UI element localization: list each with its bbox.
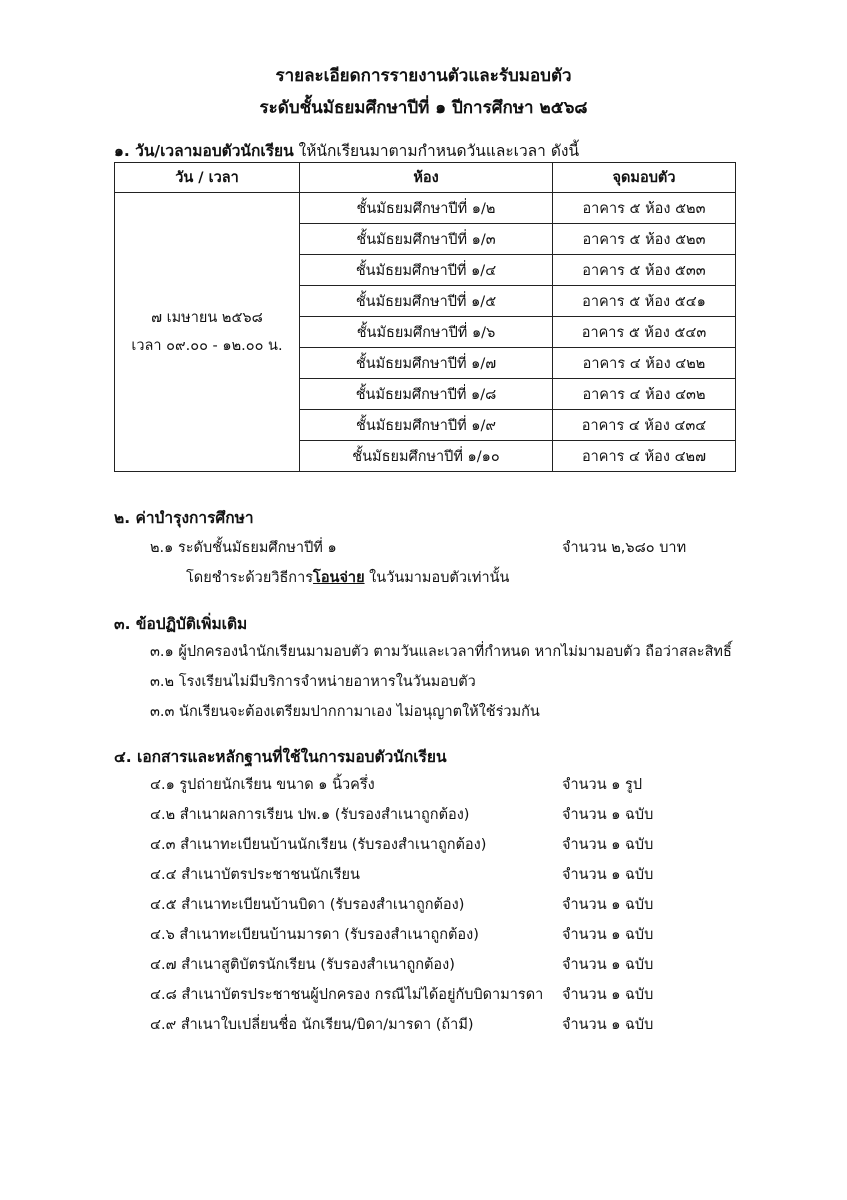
document-item: ๔.๙ สำเนาใบเปลี่ยนชื่อ นักเรียน/บิดา/มารดา (ถ้ามี) [150, 1017, 474, 1033]
room-cell: ชั้นมัธยมศึกษาปีที่ ๑/๗ [300, 348, 553, 379]
document-amount: จำนวน ๑ ฉบับ [562, 807, 654, 823]
document-amount: จำนวน ๑ ฉบับ [562, 897, 654, 913]
room-cell: ชั้นมัธยมศึกษาปีที่ ๑/๒ [300, 193, 553, 224]
point-cell: อาคาร ๕ ห้อง ๕๓๓ [553, 255, 736, 286]
fee-amount: จำนวน ๒,๖๘๐ บาท [562, 540, 687, 556]
section1-heading-bold: ๑. วัน/เวลามอบตัวนักเรียน [114, 142, 294, 160]
section1-heading-rest: ให้นักเรียนมาตามกำหนดวันและเวลา ดังนี้ [293, 142, 580, 160]
table-header-row [115, 163, 736, 193]
point-cell: อาคาร ๕ ห้อง ๕๒๓ [553, 193, 736, 224]
time-text: เวลา ๐๙.๐๐ - ๑๒.๐๐ น. [131, 338, 283, 354]
room-cell: ชั้นมัธยมศึกษาปีที่ ๑/๓ [300, 224, 553, 255]
fee-item: ๒.๑ ระดับชั้นมัธยมศึกษาปีที่ ๑ [150, 540, 337, 556]
point-cell: อาคาร ๕ ห้อง ๕๔๑ [553, 286, 736, 317]
point-cell: อาคาร ๔ ห้อง ๔๓๒ [553, 379, 736, 410]
point-cell: อาคาร ๔ ห้อง ๔๓๔ [553, 410, 736, 441]
col-header-room: ห้อง [300, 163, 553, 193]
section4-heading: ๔. เอกสารและหลักฐานที่ใช้ในการมอบตัวนักเรียน [114, 748, 447, 766]
fee-note-post: ในวันมามอบตัวเท่านั้น [364, 570, 510, 586]
room-cell: ชั้นมัธยมศึกษาปีที่ ๑/๕ [300, 286, 553, 317]
room-cell: ชั้นมัธยมศึกษาปีที่ ๑/๘ [300, 379, 553, 410]
fee-note [186, 566, 509, 589]
col-header-point: จุดมอบตัว [553, 163, 736, 193]
document-title: รายละเอียดการรายงานตัวและรับมอบตัว [275, 66, 572, 86]
document-item: ๔.๘ สำเนาบัตรประชาชนผู้ปกครอง กรณีไม่ได้อยู่กับบิดามารดา [150, 987, 544, 1003]
document-item: ๔.๔ สำเนาบัตรประชาชนนักเรียน [150, 867, 360, 883]
room-cell: ชั้นมัธยมศึกษาปีที่ ๑/๔ [300, 255, 553, 286]
table-row [115, 193, 736, 224]
section2-heading: ๒. ค่าบำรุงการศึกษา [114, 509, 254, 527]
document-item: ๔.๕ สำเนาทะเบียนบ้านบิดา (รับรองสำเนาถูกต้อง) [150, 897, 465, 913]
point-cell: อาคาร ๔ ห้อง ๔๒๗ [553, 441, 736, 472]
date-text: ๗ เมษายน ๒๕๖๘ [151, 310, 263, 326]
fee-note-emphasis: โอนจ่าย [313, 570, 365, 586]
rule-item: ๓.๓ นักเรียนจะต้องเตรียมปากกามาเอง ไม่อนุญาตให้ใช้ร่วมกัน [150, 704, 540, 720]
section1-heading [114, 138, 579, 163]
document-amount: จำนวน ๑ ฉบับ [562, 957, 654, 973]
document-item: ๔.๒ สำเนาผลการเรียน ปพ.๑ (รับรองสำเนาถูกต้อง) [150, 807, 470, 823]
col-header-datetime: วัน / เวลา [115, 163, 300, 193]
document-amount: จำนวน ๑ ฉบับ [562, 987, 654, 1003]
document-amount: จำนวน ๑ ฉบับ [562, 867, 654, 883]
fee-note-pre: โดยชำระด้วยวิธีการ [186, 570, 314, 586]
schedule-table [114, 162, 736, 472]
document-amount: จำนวน ๑ ฉบับ [562, 837, 654, 853]
document-amount: จำนวน ๑ ฉบับ [562, 1017, 654, 1033]
room-cell: ชั้นมัธยมศึกษาปีที่ ๑/๑๐ [300, 441, 553, 472]
point-cell: อาคาร ๕ ห้อง ๕๒๓ [553, 224, 736, 255]
point-cell: อาคาร ๕ ห้อง ๕๔๓ [553, 317, 736, 348]
room-cell: ชั้นมัธยมศึกษาปีที่ ๑/๙ [300, 410, 553, 441]
date-time-cell [115, 193, 300, 472]
document-item: ๔.๗ สำเนาสูติบัตรนักเรียน (รับรองสำเนาถูกต้อง) [150, 957, 455, 973]
section3-heading: ๓. ข้อปฏิบัติเพิ่มเติม [114, 615, 248, 633]
point-cell: อาคาร ๔ ห้อง ๔๒๒ [553, 348, 736, 379]
document-subtitle: ระดับชั้นมัธยมศึกษาปีที่ ๑ ปีการศึกษา ๒๕๖๘ [259, 98, 588, 118]
room-cell: ชั้นมัธยมศึกษาปีที่ ๑/๖ [300, 317, 553, 348]
rule-item: ๓.๑ ผู้ปกครองนำนักเรียนมามอบตัว ตามวันและเวลาที่กำหนด หากไม่มามอบตัว ถือว่าสละสิทธิ์ [150, 644, 732, 660]
document-item: ๔.๖ สำเนาทะเบียนบ้านมารดา (รับรองสำเนาถูกต้อง) [150, 927, 479, 943]
document-item: ๔.๓ สำเนาทะเบียนบ้านนักเรียน (รับรองสำเนาถูกต้อง) [150, 837, 487, 853]
document-item: ๔.๑ รูปถ่ายนักเรียน ขนาด ๑ นิ้วครึ่ง [150, 777, 375, 793]
document-amount: จำนวน ๑ ฉบับ [562, 927, 654, 943]
document-amount: จำนวน ๑ รูป [562, 777, 643, 793]
rule-item: ๓.๒ โรงเรียนไม่มีบริการจำหน่ายอาหารในวันมอบตัว [150, 674, 476, 690]
